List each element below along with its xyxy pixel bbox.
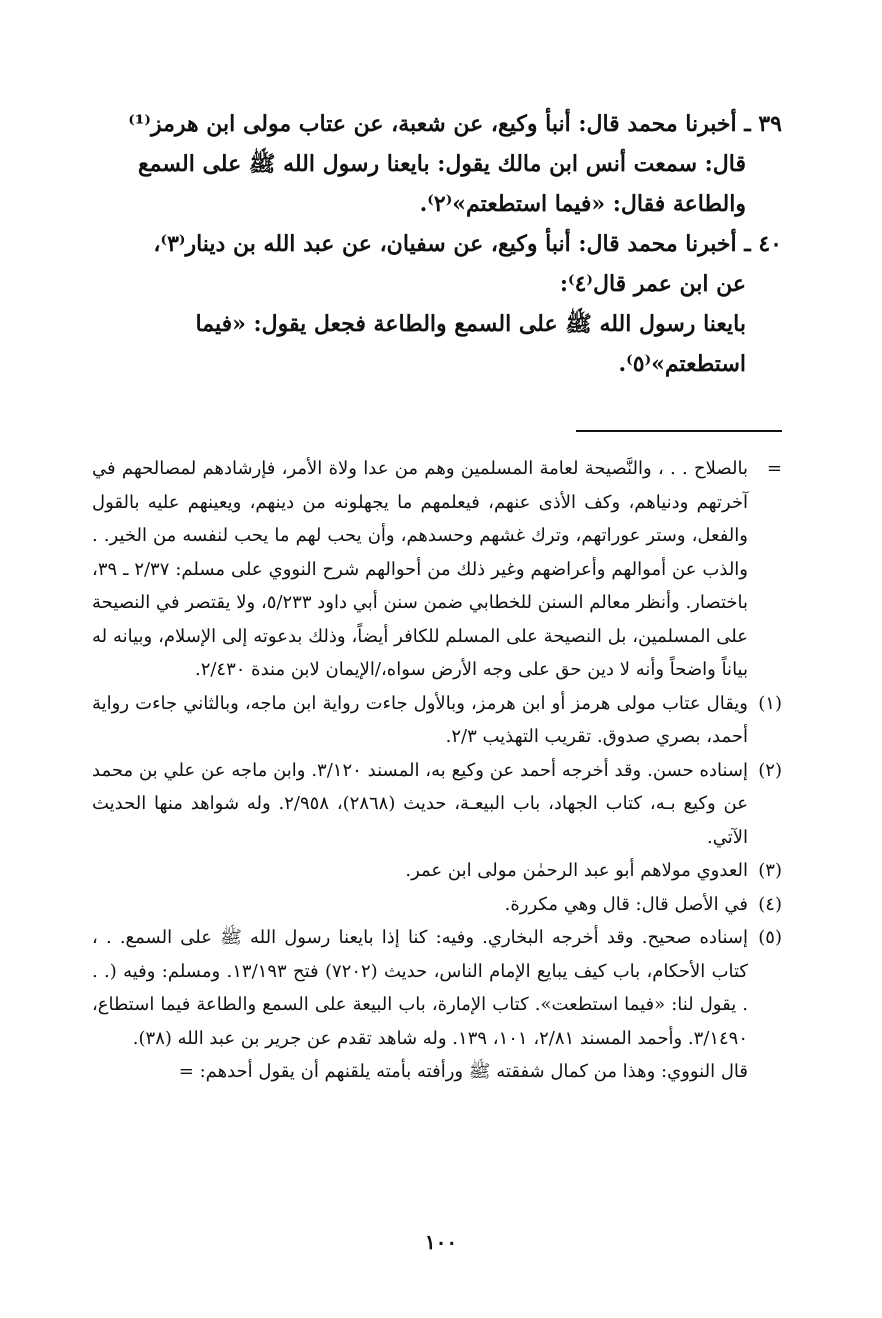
footnote-3-text: العدوي مولاهم أبو عبد الرحمٰن مولى ابن عمر. [405, 860, 748, 881]
hadith-40-line-3: بايعنا رسول الله ﷺ على السمع والطاعة فجعل يقول: «فيما [195, 311, 746, 337]
footnote-5-text: إسناده صحيح. وقد أخرجه البخاري. وفيه: كنا إذا بايعنا رسول الله ﷺ على السمع. . ، كتاب الأحكام، باب كيف يبايع الإمام الناس، حديث (٧٢٠٢) فتح ١٣/١٩٣. ومسلم: وفيه (. . . يقول لنا: «فيما استطعت». كتاب الإمارة، باب البيعة على السمع والطاعة فيما استطاع، ٣/١٤٩٠. وأحمد المسند ٢/٨١، ١٠١، ١٣٩. وله شاهد تقدم عن جرير بن عبد الله (٣٨). [92, 927, 749, 1049]
continuation-mark: = [766, 458, 782, 479]
footnotes [92, 452, 782, 1089]
hadith-39-line-1: ٣٩ ـ أخبرنا محمد قال: أنبأ وكيع، عن شعبة، عن عتاب مولى ابن هرمز⁽¹⁾ [128, 111, 782, 137]
footnote-separator [576, 430, 782, 432]
continuation-text: بالصلاح . . ، والنَّصيحة لعامة المسلمين وهم من عدا ولاة الأمر، فإرشادهم لمصالحهم في آخرتهم ودنياهم، وكف الأذى عنهم، فيعلمهم ما يجهلونه من دينهم، ويعينهم عليه بالقول والفعل، وستر عوراتهم، وترك غشهم وحسدهم، وأن يحب لهم ما يحب لنفسه من الخير. . والذب عن أموالهم وأعراضهم وغير ذلك من أحوالهم شرح النووي على مسلم: ٢/٣٧ ـ ٣٩، باختصار. وأنظر معالم السنن للخطابي ضمن سنن أبي داود ٥/٢٣٣، ولا يقتصر في النصيحة على المسلمين، بل النصيحة على المسلم للكافر أيضاً، وذلك بدعوته إلى الإسلام، وبيانه له بياناً واضحاً وأنه لا دين حق على وجه الأرض سواه،/الإيمان لابن مندة ٢/٤٣٠. [92, 458, 749, 680]
page-number: ١٠٠ [424, 1230, 458, 1254]
footnote-1-text: ويقال عتاب مولى هرمز أو ابن هرمز، وبالأول جاءت رواية ابن ماجه، وبالثاني جاءت رواية أحمد، بصري صدوق. تقريب التهذيب ٢/٣. [92, 692, 748, 747]
hadith-40-line-4: استطعتم»⁽٥⁾. [618, 351, 746, 377]
hadith-40-line-2: عن ابن عمر قال⁽٤⁾: [559, 271, 746, 297]
footnote-4 [92, 888, 782, 922]
footnote-2 [92, 754, 782, 855]
hadith-40-line-1: ٤٠ ـ أخبرنا محمد قال: أنبأ وكيع، عن سفيان، عن عبد الله بن دينار⁽٣⁾، [153, 231, 782, 257]
footnote-4-text: في الأصل قال: قال وهي مكررة. [504, 893, 748, 915]
hadith-39-line-2: قال: سمعت أنس ابن مالك يقول: بايعنا رسول الله ﷺ على السمع [137, 151, 746, 177]
hadith-39-line-3: والطاعة فقال: «فيما استطعتم»⁽٢⁾. [419, 191, 746, 217]
footnote-tail: قال النووي: وهذا من كمال شفقته ﷺ ورأفته بأمته يلقنهم أن يقول أحدهم: = [178, 1061, 748, 1082]
footnote-3-mark: (٣) [758, 860, 782, 881]
footnote-1 [92, 687, 782, 754]
footnote-2-text: إسناده حسن. وقد أخرجه أحمد عن وكيع به، المسند ٣/١٢٠. وابن ماجه عن علي بن محمد عن وكيع بـه، كتاب الجهاد، باب البيعـة، حديث (٢٨٦٨)، ٢/٩٥٨. وله شواهد منها الحديث الآتي. [92, 759, 748, 848]
footnote-2-mark: (٢) [758, 759, 782, 781]
footnote-4-mark: (٤) [758, 893, 782, 915]
footnote-continuation [92, 452, 782, 687]
footnote-1-mark: (١) [758, 692, 782, 714]
main-text [97, 104, 782, 384]
footnote-5 [92, 921, 782, 1055]
footnote-3 [92, 854, 782, 888]
footnote-5-mark: (٥) [758, 927, 782, 948]
